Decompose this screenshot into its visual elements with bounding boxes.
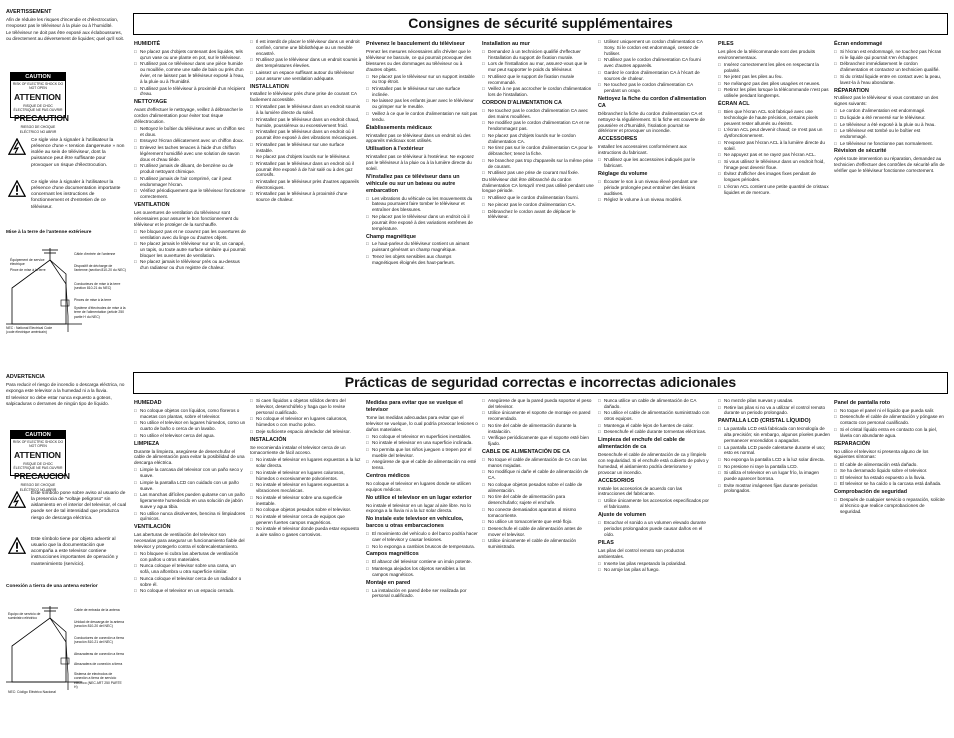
section-paragraph: No instale el televisor en un lugar al aire libre. No lo exponga a la lluvia ni a la luz solar directa. [366, 502, 471, 514]
bullet-item: □ N'utilisez jamais de l'air comprimé, car il peut endommager l'écran. [134, 176, 246, 188]
bullet-item: □ Enlevez les taches tenaces à l'aide d'un chiffon légèrement humidifié avec une solution de savon doux et d'eau tiède. [134, 145, 246, 163]
bullet-item: □ No utilice el cable de alimentación suministrado con otros equipos. [598, 410, 710, 422]
exclamation-symbol-row-fr [8, 180, 128, 211]
bullet-item: □ No coloque el televisor en lugares calurosos, húmedos o con mucho polvo. [250, 416, 362, 428]
bullet-item: □ Réglez le volume à un niveau modéré. [598, 197, 710, 203]
es-column-4 [598, 398, 710, 732]
bullet-item: □ Si utiliza el televisor en un lugar frío, la imagen puede aparecer borrosa. [718, 470, 830, 482]
section-heading: Réglage du volume [598, 170, 648, 177]
antenna-label-es-2: Conductores de conexión a tierra (sección 810-21 del NEC) [74, 636, 124, 645]
shock-symbol-row-fr [8, 138, 128, 169]
bullet-item: □ Desenchufe el cable de alimentación antes de mover el televisor. [482, 526, 594, 538]
attention-word-es: ATTENTION [14, 449, 61, 460]
section-heading: VENTILACIÓN [134, 524, 171, 531]
section-heading: INSTALLATION [250, 83, 289, 90]
bullet-item: □ Vérifiez périodiquement que le téléviseur fonctionne correctement. [134, 188, 246, 200]
exclamation-triangle-icon-es [8, 537, 26, 555]
section-heading: No instale este televisor en vehículos, barcos u otras embarcaciones [366, 516, 464, 530]
exclamation-symbol-row-es [8, 537, 128, 568]
bullet-item: □ Demandez à un technicien qualifié d'effectuer l'installation du support de fixation murale. [482, 49, 594, 61]
bullet-item: □ Ne jetez pas les piles au feu. [718, 74, 830, 80]
section-heading: Écran endommagé [834, 41, 883, 47]
bullet-item: □ No instale el televisor en lugares calurosos, húmedos o excesivamente polvorientos. [250, 470, 362, 482]
bullet-item: □ Retire las pilas si no va a utilizar el control remoto durante un periodo prolongado. [718, 405, 830, 417]
bullet-item: □ Ne touchez pas le cordon d'alimentation CA pendant un orage. [598, 82, 710, 94]
bullet-item: □ Le téléviseur ne fonctionne pas normalement. [834, 141, 946, 147]
section-heading: ACCESSOIRES [598, 136, 638, 143]
bullet-item: □ Bien que l'écran ACL soit fabriqué avec une technologie de haute précision, certains pixels peuvent rester allumés ou éteints. [718, 109, 830, 127]
lightning-triangle-icon [8, 138, 26, 156]
section-heading: Nettoyez la fiche du cordon d'alimentation CA [598, 95, 707, 109]
bullet-item: □ N'utilisez pas le cordon d'alimentation CA fourni avec d'autres appareils. [598, 57, 710, 69]
shock-symbol-row-es [8, 491, 128, 522]
es-column-0 [134, 398, 246, 732]
bullet-item: □ No toque el cable de alimentación de CA con las manos mojadas. [482, 457, 594, 469]
bullet-item: □ No utilice nunca disolventes, bencina ni limpiadores químicos. [134, 511, 246, 523]
section-heading: Utilisation à l'extérieur [366, 146, 424, 153]
bullet-item: □ No utilice un tomacorriente que esté flojo. [482, 519, 594, 525]
bullet-item: □ Después de cualquier servicio o reparación, solicite al técnico que realice comprobaciones de seguridad. [834, 497, 946, 515]
antenna-label-fr-0: Câble d'entrée de l'antenne [74, 252, 116, 256]
bullet-item: □ Ne mélangez pas des piles usagées et neuves. [718, 81, 830, 87]
section-paragraph: Du téléviseur doit être débranché du cordon d'alimentation CA lorsqu'il n'est pas utilisé pendant une longue période. [482, 176, 594, 194]
antenna-title-es: Conexión a tierra de una antena exterior [6, 584, 98, 589]
avertissement-title: AVERTISSEMENT [6, 9, 52, 15]
section-paragraph: Prenez les mesures nécessaires afin d'éviter que le téléviseur ne bascule, ce qui pourrait provoquer des blessures ou des dommages au téléviseur ou à d'autres objets. [366, 48, 472, 72]
exclamation-symbol-text-es: Este símbolo tiene por objeto advertir al usuario que la documentación que acompaña a este televisor contiene instrucciones importantes de operación y mantenimiento (servicio). [31, 537, 119, 567]
bullet-item: □ N'exposez pas l'écran ACL à la lumière directe du soleil. [718, 140, 830, 152]
bullet-item: □ N'installez pas le téléviseur dans un endroit où il pourrait être exposé à des vibrations mécaniques. [250, 129, 362, 141]
bullet-item: □ No permita que los niños jueguen o trepen por el mueble del televisor. [366, 447, 478, 459]
bullet-item: □ No instale el televisor en lugares expuestos a la luz solar directa. [250, 457, 362, 469]
bullet-item: □ N'installez pas le téléviseur sur une surface instable. [250, 142, 362, 154]
bullet-item: □ N'installez pas le téléviseur dans un endroit où il pourrait être exposé à de l'air salé ou à des gaz corrosifs. [250, 161, 362, 179]
bullet-item: □ Nunca coloque el televisor sobre una cama, un sofá, una alfombra u otra superficie similar. [134, 563, 246, 575]
section-heading: Prévenez le basculement du téléviseur [366, 41, 465, 47]
bullet-item: □ Si caen líquidos u objetos sólidos dentro del televisor, desenchúfelo y haga que lo revise personal cualificado. [250, 398, 362, 416]
bullet-item: □ Deje suficiente espacio alrededor del televisor. [250, 429, 362, 435]
bullet-item: □ Du liquide a été renversé sur le téléviseur. [834, 115, 946, 121]
bullet-item: □ N'utilisez pas une prise de courant mal fixée. [482, 170, 594, 176]
bullet-item: □ No bloquee ni cubra las aberturas de ventilación con paños u otros materiales. [134, 551, 246, 563]
bullet-item: □ No modifique ni dañe el cable de alimentación de CA. [482, 469, 594, 481]
bullet-item: □ El cable de alimentación está dañado. [834, 462, 946, 468]
section-heading: Comprobación de seguridad [834, 489, 908, 496]
bullet-item: □ N'utilisez pas ce téléviseur dans une pièce humide ou mouillée, comme une salle de bain ou près d'un évier, et ne laissez pas le téléviseur exposé à l'eau, à la pluie ou à l'humidité. [134, 61, 246, 85]
bullet-item: □ No presione ni raye la pantalla LCD. [718, 464, 830, 470]
section-heading: ACCESORIOS [598, 477, 635, 484]
left-spanish-column [6, 372, 128, 432]
bullet-item: □ Escuchar el sonido a un volumen elevado durante periodos prolongados puede causar daños en el oído. [598, 520, 710, 538]
section-paragraph: N'installez pas ce téléviseur à l'extérieur. Ne exposez pas le téléviseur à la pluie ou à la lumière directe du soleil. [366, 154, 474, 171]
bullet-item: □ Évitez d'afficher des images fixes pendant de longues périodes. [718, 171, 830, 183]
fr-column-4 [598, 39, 710, 366]
caution-sub: RISK OF ELECTRIC SHOCK DO NOT OPEN [12, 82, 64, 91]
section-heading: ÉCRAN ACL [718, 101, 750, 108]
advertencia-text: Para reducir el riesgo de incendio o descarga eléctrica, no exponga este televisor a la humedad ni a la lluvia. [6, 381, 125, 393]
es-column-2 [366, 398, 478, 732]
bullet-item: □ No utilice el televisor en lugares húmedos, como un cuarto de baño o cerca de un lavabo. [134, 420, 246, 432]
bullet-item: □ El altavoz del televisor contiene un imán potente. [366, 559, 478, 565]
bullet-item: □ Las manchas difíciles pueden quitarse con un paño ligeramente humedecido en una solución de jabón suave y agua tibia. [134, 492, 246, 510]
bullet-item: □ Ne appuyez pas et ne rayez pas l'écran ACL. [718, 152, 830, 158]
bullet-item: □ No instale el televisor donde pueda estar expuesto a aire salino o gases corrosivos. [250, 526, 362, 538]
bullet-item: □ Laissez un espace suffisant autour du téléviseur pour assurer une ventilation adéquate. [250, 70, 362, 82]
exclamation-triangle-icon [8, 180, 26, 198]
section-heading: RÉPARATION [834, 87, 869, 94]
bullet-item: □ No mezcle pilas nuevas y usadas. [718, 398, 830, 404]
bullet-item: □ Écouter le son à un niveau élevé pendant une période prolongée peut entraîner des lésions auditives. [598, 179, 710, 197]
precaucion-word: PRECAUCION [14, 471, 70, 482]
section-heading: No utilice el televisor en un lugar exterior [366, 494, 472, 501]
antenna-label-fr-3: Pinces de mise à la terre [74, 298, 112, 302]
bullet-item: □ N'installez pas le téléviseur sur une surface inclinée. [366, 86, 478, 98]
bullet-item: □ No tire del cable de alimentación durante la instalación. [482, 423, 594, 435]
precaution-word: PRECAUTION [14, 113, 69, 124]
attention-sub-es: RISQUE DE CHOC ÉLECTRIQUE NE PAS OUVRIR [13, 461, 63, 471]
precaution-sub: RIESGO DE CHOQUE ELÉCTRICO NO ABRIR [19, 125, 57, 134]
fr-column-5 [718, 39, 830, 366]
bullet-item: □ No utilice el televisor cerca del agua. [134, 433, 246, 439]
section-heading: N'installez pas ce téléviseur dans un véhicule ou sur un bateau ou autre embarcation [366, 173, 460, 194]
precaucion-sub: RIESGO DE CHOQUE ELÉCTRICO NO ABRIR [19, 483, 57, 492]
bullet-item: □ Le téléviseur a été exposé à la pluie ou à l'eau. [834, 122, 946, 128]
section-paragraph: Las aberturas de ventilación del televisor son necesarias para asegurar un funcionamiento fiable del televisor y protegerlo contra el sobrecalentamiento. [134, 532, 245, 549]
bullet-item: □ Asegúrese de que el cable de alimentación no esté tenso. [366, 459, 478, 471]
bullet-item: □ Gardez le cordon d'alimentation CA à l'écart de sources de chaleur. [598, 70, 710, 82]
fr-column-2 [366, 39, 478, 366]
shock-symbol-text-es: Este símbolo pone sobre aviso al usuario de la presencia de "voltaje peligroso" sin aislamiento en el interior del televisor, el cual puede ser de tal intensidad que produzca riesgo de descarga eléctrica. [31, 491, 127, 521]
bullet-item: □ No arroje las pilas al fuego. [598, 567, 710, 573]
bullet-item: □ N'utilisez que le cordon d'alimentation fourni. [482, 195, 594, 201]
antenna-label-es-3: Abrazaderas de conexión a tierra [74, 652, 124, 656]
bullet-item: □ Desenchufe el cable de alimentación y póngase en contacto con personal cualificado. [834, 414, 946, 426]
section-paragraph: Se recomienda instalar el televisor cerca de un tomacorriente de fácil acceso. [250, 444, 346, 456]
bullet-item: □ No instale el televisor en una superficie inclinada. [366, 440, 478, 446]
bullet-item: □ La pantalla LCD está fabricada con tecnología de alta precisión; sin embargo, algunos píxeles pueden permanecer encendidos o apagados. [718, 426, 830, 444]
bullet-item: □ Evite mostrar imágenes fijas durante periodos prolongados. [718, 483, 830, 495]
antenna-label-es-0: Cable de entrada de la antena [74, 608, 120, 612]
bullet-item: □ El televisor ha estado expuesto a la lluvia. [834, 475, 946, 481]
bullet-item: □ Les vibrations du véhicule ou les mouvements du bateau pourraient faire tomber le téléviseur et entraîner des blessures. [366, 196, 478, 214]
bullet-item: □ N'installez pas le téléviseur à proximité d'une source de chaleur. [250, 191, 362, 203]
section-paragraph: Installez le téléviseur près d'une prise de courant CA facilement accessible. [250, 91, 357, 103]
bullet-item: □ Veillez à ne pas accrocher le cordon d'alimentation lors de l'installation. [482, 86, 594, 98]
antenna-label-es-1: Unidad de descarga de la antena (sección 810-20 del NEC) [74, 620, 124, 629]
section-paragraph: Tome las medidas adecuadas para evitar que el televisor se vuelque, lo cual podría provocar lesiones o daños materiales. [366, 414, 478, 432]
bullet-item: □ No instale el televisor cerca de equipos que generen fuertes campos magnéticos. [250, 514, 362, 526]
bullet-item: □ Nettoyez le boîtier du téléviseur avec un chiffon sec et doux. [134, 126, 246, 138]
bullet-item: □ Débranchez le cordon avant de déplacer le téléviseur. [482, 209, 594, 221]
bullet-item: □ N'utilisez pas le téléviseur dans un endroit soumis à des températures élevées. [250, 57, 362, 69]
advertencia-title: ADVERTENCIA [6, 374, 45, 380]
fr-column-6 [834, 39, 946, 366]
antenna-label-es-6: Sistema de electrodos de conexión a tierra de servicio eléctrico (NEC ART 250 PARTE H) [74, 672, 122, 690]
antenna-label-fr-4: Système d'électrodes de mise à la terre de l'alimentation (article 250 partie H du NEC) [74, 306, 126, 319]
bullet-item: □ N'utilisez jamais de diluant, de benzène ou de produit nettoyant chimique. [134, 163, 246, 175]
bullet-item: □ Essuyez l'écran délicatement avec un chiffon doux. [134, 138, 246, 144]
caution-label-fr [10, 72, 69, 134]
section-heading: Ajuste de volumen [598, 512, 646, 519]
section-heading: HUMEDAD [134, 400, 162, 406]
bullet-item: □ Desenchufe el cable durante tormentas eléctricas. [598, 429, 710, 435]
bullet-item: □ Tenez les objets sensibles aux champs magnétiques éloignés des haut-parleurs. [366, 254, 478, 266]
section-heading: LIMPIEZA [134, 440, 160, 447]
attention-word: ATTENTION [14, 91, 61, 102]
section-heading: REPARACIÓN [834, 440, 870, 447]
bullet-item: □ Utilice únicamente los accesorios especificados por el fabricante. [598, 498, 710, 510]
section-heading: PILAS [598, 539, 614, 546]
bullet-item: □ No lo exponga a cambios bruscos de temperatura. [366, 544, 478, 550]
bullet-item: □ Si el cristal líquido entra en contacto con la piel, lávela con abundante agua. [834, 427, 946, 439]
bullet-item: □ Il est interdit de placer le téléviseur dans un endroit confiné, comme une bibliothèque ou un meuble encastré. [250, 39, 362, 57]
section-paragraph: Les piles de la télécommande sont des produits environnementaux. [718, 48, 816, 60]
bullet-item: □ L'écran ACL peut devenir chaud; ce n'est pas un dysfonctionnement. [718, 127, 830, 139]
bullet-item: □ N'utilisez que les accessoires indiqués par le fabricant. [598, 157, 710, 169]
section-paragraph: Débranchez la fiche du cordon d'alimentation CA et nettoyez-la régulièrement. Si la fiche est couverte de poussière et d'humidité, l'isolation pourrait se détériorer et provoquer un incendie. [598, 110, 705, 134]
bullet-item: □ El movimiento del vehículo o del barco podría hacer caer el televisor y causar lesiones. [366, 531, 478, 543]
antenna-label-fr-6: Pince de mise à la terre [10, 268, 46, 272]
bullet-item: □ N'installez pas le téléviseur dans un endroit chaud, humide, poussiéreux ou excessivement froid. [250, 117, 362, 129]
bullet-item: □ No toque el panel ni el líquido que pueda salir. [834, 408, 946, 414]
bullet-item: □ N'installez pas le téléviseur dans un endroit soumis à la lumière directe du soleil. [250, 104, 362, 116]
bullet-item: □ Le téléviseur est tombé ou le boîtier est endommagé. [834, 128, 946, 140]
section-heading: Medidas para evitar que se vuelque el televisor [366, 400, 463, 413]
section-paragraph: No utilice el televisor si presenta alguno de los siguientes síntomas: [834, 448, 929, 460]
banner-spanish-title: Prácticas de seguridad correctas e incorrectas adicionales [133, 372, 948, 394]
bullet-item: □ Se ha derramado líquido sobre el televisor. [834, 468, 946, 474]
caution-label-es [10, 430, 70, 492]
section-heading: NETTOYAGE [134, 99, 167, 106]
antenna-label-es-4: Equipo de servicio de suministro eléctrico [8, 612, 41, 621]
section-heading: Installation au mur [482, 41, 530, 47]
es-column-5 [718, 398, 830, 732]
bullet-item: □ No conecte demasiados aparatos al mismo tomacorriente. [482, 507, 594, 519]
caution-heading: CAUTION [11, 73, 65, 81]
section-paragraph: No coloque el televisor en lugares donde se utilicen equipos médicos. [366, 480, 471, 492]
bullet-item: □ Ne bloquez pas et ne couvrez pas les ouvertures de ventilation avec du linge ou d'autres objets. [134, 229, 246, 241]
avertissement-text-2: Le téléviseur ne doit pas être exposé aux éclaboussures, ou directement au déversement de liquides; quel qu'il soit. [6, 29, 125, 41]
section-heading: CORDON D'ALIMENTATION CA [482, 99, 562, 106]
es-column-1 [250, 398, 362, 732]
bullet-item: □ No instale el televisor sobre una superficie inestable. [250, 495, 362, 507]
bullet-item: □ Utilice únicamente el soporte de montaje en pared recomendado. [482, 410, 594, 422]
bullet-item: □ Lors de l'installation au mur, assurez-vous que le mur peut supporter le poids du téléviseur. [482, 61, 594, 73]
section-heading: CABLE DE ALIMENTACIÓN DE CA [482, 449, 571, 456]
section-heading: VENTILATION [134, 201, 170, 208]
antenna-label-fr-2: Conducteurs de mise à la terre (section 810-21 du NEC) [74, 282, 121, 291]
section-paragraph: N'installez pas ce téléviseur dans un endroit où des appareils médicaux sont utilisés. [366, 132, 471, 144]
bullet-item: □ No coloque objetos con líquidos, como floreros o macetas con plantas, sobre el televisor. [134, 408, 246, 420]
bullet-item: □ N'utilisez que le support de fixation murale recommandé. [482, 74, 594, 86]
bullet-item: □ No coloque el televisor en superficies inestables. [366, 434, 478, 440]
bullet-item: □ Utilisez uniquement un cordon d'alimentation CA Sony. Si le cordon est endommagé, cessez de l'utiliser. [598, 39, 710, 57]
es-column-3 [482, 398, 594, 732]
bullet-item: □ Limpie la pantalla LCD con cuidado con un paño suave. [134, 480, 246, 492]
antenna-label-fr-7: NEC : National Electrical Code (code électrique américain) [6, 326, 53, 335]
section-paragraph: Las pilas del control remoto son productos ambientales. [598, 547, 685, 559]
bullet-item: □ Le haut-parleur du téléviseur contient un aimant puissant générant un champ magnétique. [366, 241, 478, 253]
section-heading: Révision de sécurité [834, 148, 887, 155]
advertencia-text-2: El televisor no debe estar nunca expuesto a goteos, salpicaduras o derrames de ningún tipo de líquido. [6, 394, 112, 406]
bullet-item: □ Asegúrese de que la pared pueda soportar el peso del televisor. [482, 398, 594, 410]
bullet-item: □ Mantenga alejados los objetos sensibles a los campos magnéticos. [366, 566, 478, 578]
caution-heading-es: CAUTION [11, 431, 65, 439]
fr-column-3 [482, 39, 594, 366]
section-paragraph: Durante la limpieza, asegúrese de desenchufar el cable de alimentación para evitar la posibilidad de una descarga eléctrica. [134, 448, 245, 466]
es-column-6 [834, 398, 946, 732]
section-paragraph: Avant d'effectuer le nettoyage, veillez à débrancher le cordon d'alimentation pour éviter tout risque d'électrocution. [134, 107, 243, 124]
bullet-item: □ Ne placez pas le téléviseur sur un support instable ou trop étroit. [366, 74, 478, 86]
antenna-label-es-7: NEC: Código Eléctrico Nacional [8, 690, 56, 694]
bullet-item: □ Nunca utilice un cable de alimentación de CA dañado. [598, 398, 710, 410]
avertissement-text: Afin de réduire les risques d'incendie et d'électrocution, n'exposez pas le téléviseur à la pluie ou à l'humidité. [6, 16, 119, 28]
section-heading: Champ magnétique [366, 233, 417, 240]
bullet-item: □ Ne pincez pas le cordon d'alimentation CA. [482, 202, 594, 208]
bullet-item: □ Ne placez pas d'objets lourds sur le cordon d'alimentation CA. [482, 133, 594, 145]
bullet-item: □ No coloque objetos pesados sobre el televisor. [250, 507, 362, 513]
fr-column-1 [250, 39, 362, 366]
section-paragraph: Après toute intervention ou réparation, demandez au technicien d'effectuer des contrôles de sécurité afin de vérifier que le téléviseur fonctionne correctement. [834, 156, 945, 174]
section-heading: Limpieza del enchufe del cable de alimentación de ca [598, 437, 685, 451]
bullet-item: □ Ne tirez pas sur le cordon d'alimentation CA pour le débrancher; tenez la fiche. [482, 145, 594, 157]
shock-symbol-text: Ce sigle vise à signaler à l'utilisateur la présence d'une « tension dangereuse » non isolée au sein de téléviseur, dont la puissance peut être suffisante pour provoquer un risque d'électrocution. [31, 138, 125, 168]
exclamation-symbol-text: Ce sigle vise à signaler à l'utilisateur la présence d'une documentation importante concernant les instructions de fonctionnement et d'entretien de ce téléviseur. [31, 180, 121, 210]
bullet-item: □ L'écran ACL contient une petite quantité de cristaux liquides et de mercure. [718, 184, 830, 196]
bullet-item: □ No coloque objetos pesados sobre el cable de alimentación. [482, 482, 594, 494]
bullet-item: □ La instalación en pared debe ser realizada por personal cualificado. [366, 588, 478, 600]
section-paragraph: Installez les accessoires conformément aux instructions du fabricant. [598, 144, 687, 156]
bullet-item: □ El televisor se ha caído o la carcasa está dañada. [834, 481, 946, 487]
antenna-label-es-5: Abrazadera de conexión a tierra [74, 662, 123, 666]
section-paragraph: Desenchufe el cable de alimentación de ca y límpielo con regularidad. Si el enchufe está cubierto de polvo y humedad, el aislamiento podría deteriorarse y provocar un incendio. [598, 452, 709, 475]
bullet-item: □ No tire del cable de alimentación para desenchufarlo; sujete el enchufe. [482, 494, 594, 506]
bullet-item: □ Inserte las pilas respetando la polaridad. [598, 561, 710, 567]
banner-french-title: Consignes de sécurité supplémentaires [133, 13, 948, 35]
bullet-item: □ Veillez à ce que le cordon d'alimentation ne soit pas tendu. [366, 111, 478, 123]
bullet-item: □ Ne placez pas le téléviseur dans un endroit où il pourrait être exposé à des variations extrêmes de température. [366, 214, 478, 232]
section-heading: Établissements médicaux [366, 124, 432, 131]
section-heading: Centros médicos [366, 472, 410, 479]
bullet-item: □ Retirez les piles lorsque la télécommande n'est pas utilisée pendant longtemps. [718, 87, 830, 99]
attention-sub: RISQUE DE CHOC ÉLECTRIQUE NE PAS OUVRIR [13, 103, 63, 113]
bullet-item: □ La pantalla LCD puede calentarse durante el uso; esto es normal. [718, 445, 830, 457]
bullet-item: □ N'installez pas le téléviseur près d'autres appareils électroniques. [250, 179, 362, 191]
bullet-item: □ Ne placez pas d'objets contenant des liquides, tels qu'un vase ou une plante en pot, sur le téléviseur. [134, 49, 246, 61]
bullet-item: □ No instale el televisor en lugares expuestos a vibraciones mecánicas. [250, 482, 362, 494]
section-heading: Panel de pantalla roto [834, 400, 891, 406]
bullet-item: □ Si vous utilisez le téléviseur dans un endroit froid, l'image peut devenir floue. [718, 159, 830, 171]
bullet-item: □ Si l'écran est endommagé, ne touchez pas l'écran ni le liquide qui pourrait s'en échapper. [834, 49, 946, 61]
bullet-item: □ Ne modifiez pas le cordon d'alimentation CA et ne l'endommagez pas. [482, 120, 594, 132]
section-paragraph: Les ouvertures de ventilation du téléviseur sont nécessaires pour assurer le bon fonctionnement du téléviseur et le protéger de la surchauffe. [134, 209, 239, 227]
antenna-label-fr-5: Équipement de service électrique [10, 258, 45, 267]
bullet-item: □ Ne laissez pas les enfants jouer avec le téléviseur ou grimper sur le meuble. [366, 98, 478, 110]
section-paragraph: N'utilisez pas le téléviseur si vous constatez un des signes suivants: [834, 95, 939, 107]
bullet-item: □ Ne placez jamais le téléviseur près ou au-dessus d'un radiateur ou d'un registre de chaleur. [134, 259, 246, 271]
bullet-item: □ No exponga la pantalla LCD a la luz solar directa. [718, 457, 830, 463]
bullet-item: □ Verifique periódicamente que el soporte esté bien fijado. [482, 435, 594, 447]
section-heading: PANTALLA LCD (CRISTAL LÍQUIDO) [718, 418, 811, 425]
bullet-item: □ Le cordon d'alimentation est endommagé. [834, 108, 946, 114]
bullet-item: □ Ne placez pas d'objets lourds sur le téléviseur. [250, 154, 362, 160]
bullet-item: □ Limpie la carcasa del televisor con un paño seco y suave. [134, 467, 246, 479]
section-paragraph: Instale los accesorios de acuerdo con las instrucciones del fabricante. [598, 485, 683, 497]
bullet-item: □ Ne placez jamais le téléviseur sur un lit, un canapé, un tapis, ou toute autre surface similaire qui pourrait bloquer les ouvertures de ventilation. [134, 241, 246, 259]
bullet-item: □ Ne touchez pas le cordon d'alimentation CA avec des mains mouillées. [482, 108, 594, 120]
fr-column-0 [134, 39, 246, 366]
section-heading: HUMIDITÉ [134, 41, 161, 47]
bullet-item: □ Si du cristal liquide entre en contact avec la peau, lavez-la à l'eau abondante. [834, 74, 946, 86]
bullet-item: □ Ne branchez pas trop d'appareils sur la même prise de courant. [482, 158, 594, 170]
section-heading: INSTALACIÓN [250, 436, 287, 443]
bullet-item: □ N'utilisez pas le téléviseur à proximité d'un récipient d'eau. [134, 86, 246, 98]
lightning-triangle-icon-es [8, 491, 26, 509]
antenna-label-fr-1: Dispositif de décharge de l'antenne (section 810-20 du NEC) [74, 264, 126, 273]
section-heading: Montaje en pared [366, 579, 411, 586]
caution-sub-es: RISK OF ELECTRIC SHOCK DO NOT OPEN [12, 440, 64, 449]
bullet-item: □ Mantenga el cable lejos de fuentes de calor. [598, 423, 710, 429]
section-heading: Campos magnéticos [366, 551, 419, 558]
bullet-item: □ Utilice únicamente el cable de alimentación suministrado. [482, 538, 594, 550]
bullet-item: □ No coloque el televisor en un espacio cerrado. [134, 588, 246, 594]
bullet-item: □ Insérez correctement les piles en respectant la polarité. [718, 62, 830, 74]
antenna-title-fr: Mise à la terre de l'antenne extérieure [6, 230, 92, 235]
bullet-item: □ Nunca coloque el televisor cerca de un radiador o sobre él. [134, 576, 246, 588]
section-heading: PILES [718, 41, 734, 47]
bullet-item: □ Débranchez immédiatement le cordon d'alimentation et contactez un technicien qualifié. [834, 61, 946, 73]
